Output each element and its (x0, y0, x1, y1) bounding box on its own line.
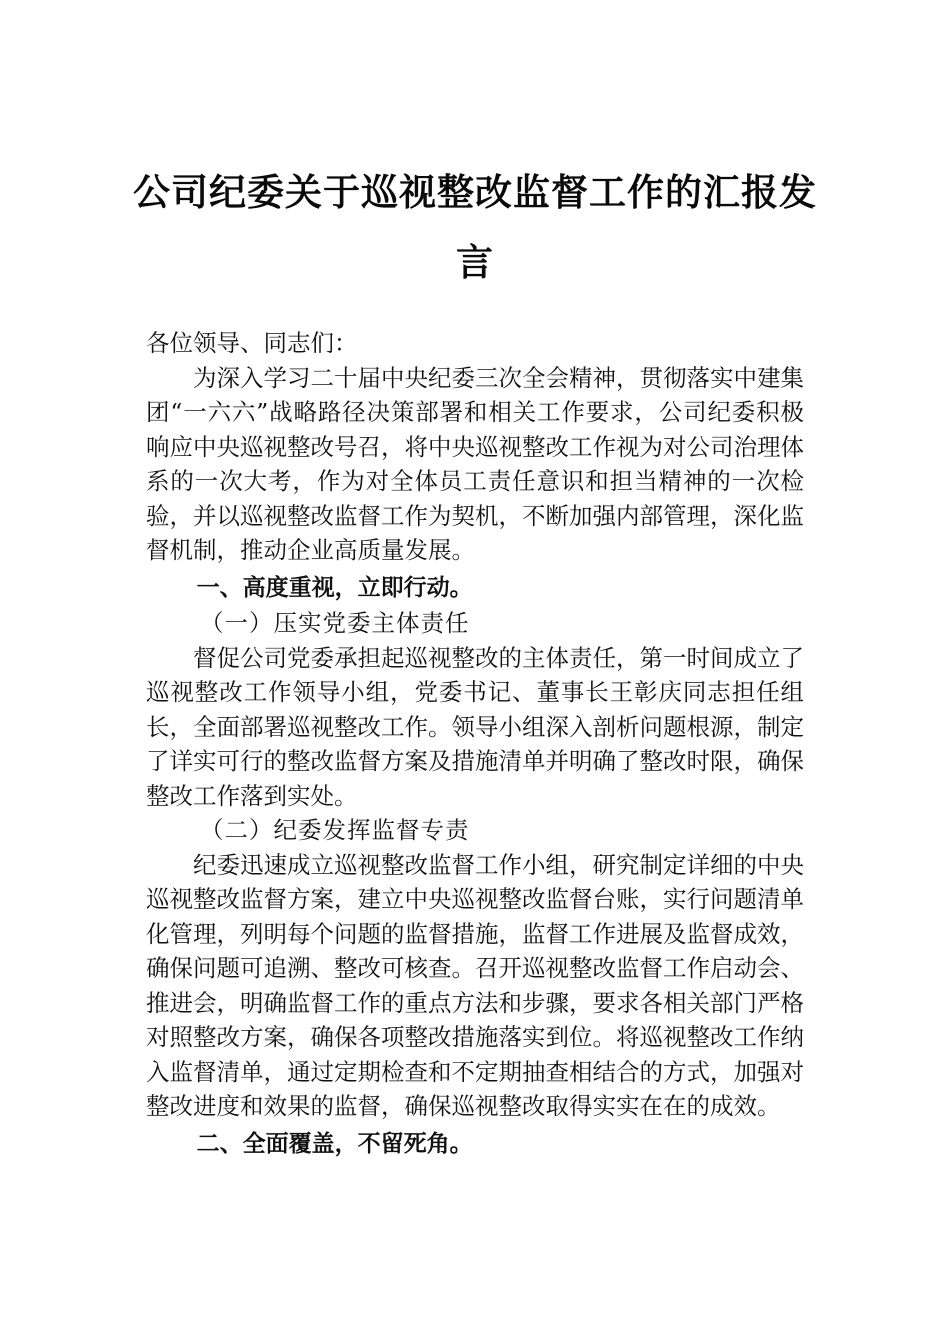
section-heading-1: 一、高度重视，立即行动。 (196, 574, 473, 601)
subsection-heading-1-1: （一）压实党委主体责任 (200, 609, 470, 637)
subsection-body-1-2: 纪委迅速成立巡视整改监督工作小组，研究制定详细的中央巡视整改监督方案，建立中央巡视整改监督台账，实行问题清单化管理，列明每个问题的监督措施，监督工作进展及监督成效，确保问题可追溯、整改可核查。召开巡视整改监督工作启动会、推进会，明确监督工作的重点方法和步骤，要求各相关部门严格对照整改方案，确保各项整改措施落实到位。将巡视整改工作纳入监督清单，通过定期检查和不定期抽查相结合的方式，加强对整改进度和效果的监督，确保巡视整改取得实实在在的成效。 (146, 850, 804, 1120)
document-title-line-2: 言 (456, 240, 494, 284)
subsection-body-1-1: 督促公司党委承担起巡视整改的主体责任，第一时间成立了巡视整改工作领导小组，党委书记、董事长王彰庆同志担任组长，全面部署巡视整改工作。领导小组深入剖析问题根源，制定了详实可行的整改监督方案及措施清单并明确了整改时限，确保整改工作落到实处。 (146, 643, 804, 810)
document-body (146, 326, 804, 1162)
salutation: 各位领导、同志们： (146, 329, 358, 357)
section-heading-2: 二、全面覆盖，不留死角。 (196, 1130, 473, 1157)
intro-paragraph: 为深入学习二十届中央纪委三次全会精神，贯彻落实中建集团“一六六”战略路径决策部署和相关工作要求，公司纪委积极响应中央巡视整改号召，将中央巡视整改工作视为对公司治理体系的一次大考，作为对全体员工责任意识和担当精神的一次检验，并以巡视整改监督工作为契机，不断加强内部管理，深化监督机制，推动企业高质量发展。 (146, 363, 804, 564)
subsection-heading-1-2: （二）纪委发挥监督专责 (200, 816, 470, 844)
document-title-line-1: 公司纪委关于巡视整改监督工作的汇报发 (133, 170, 817, 214)
